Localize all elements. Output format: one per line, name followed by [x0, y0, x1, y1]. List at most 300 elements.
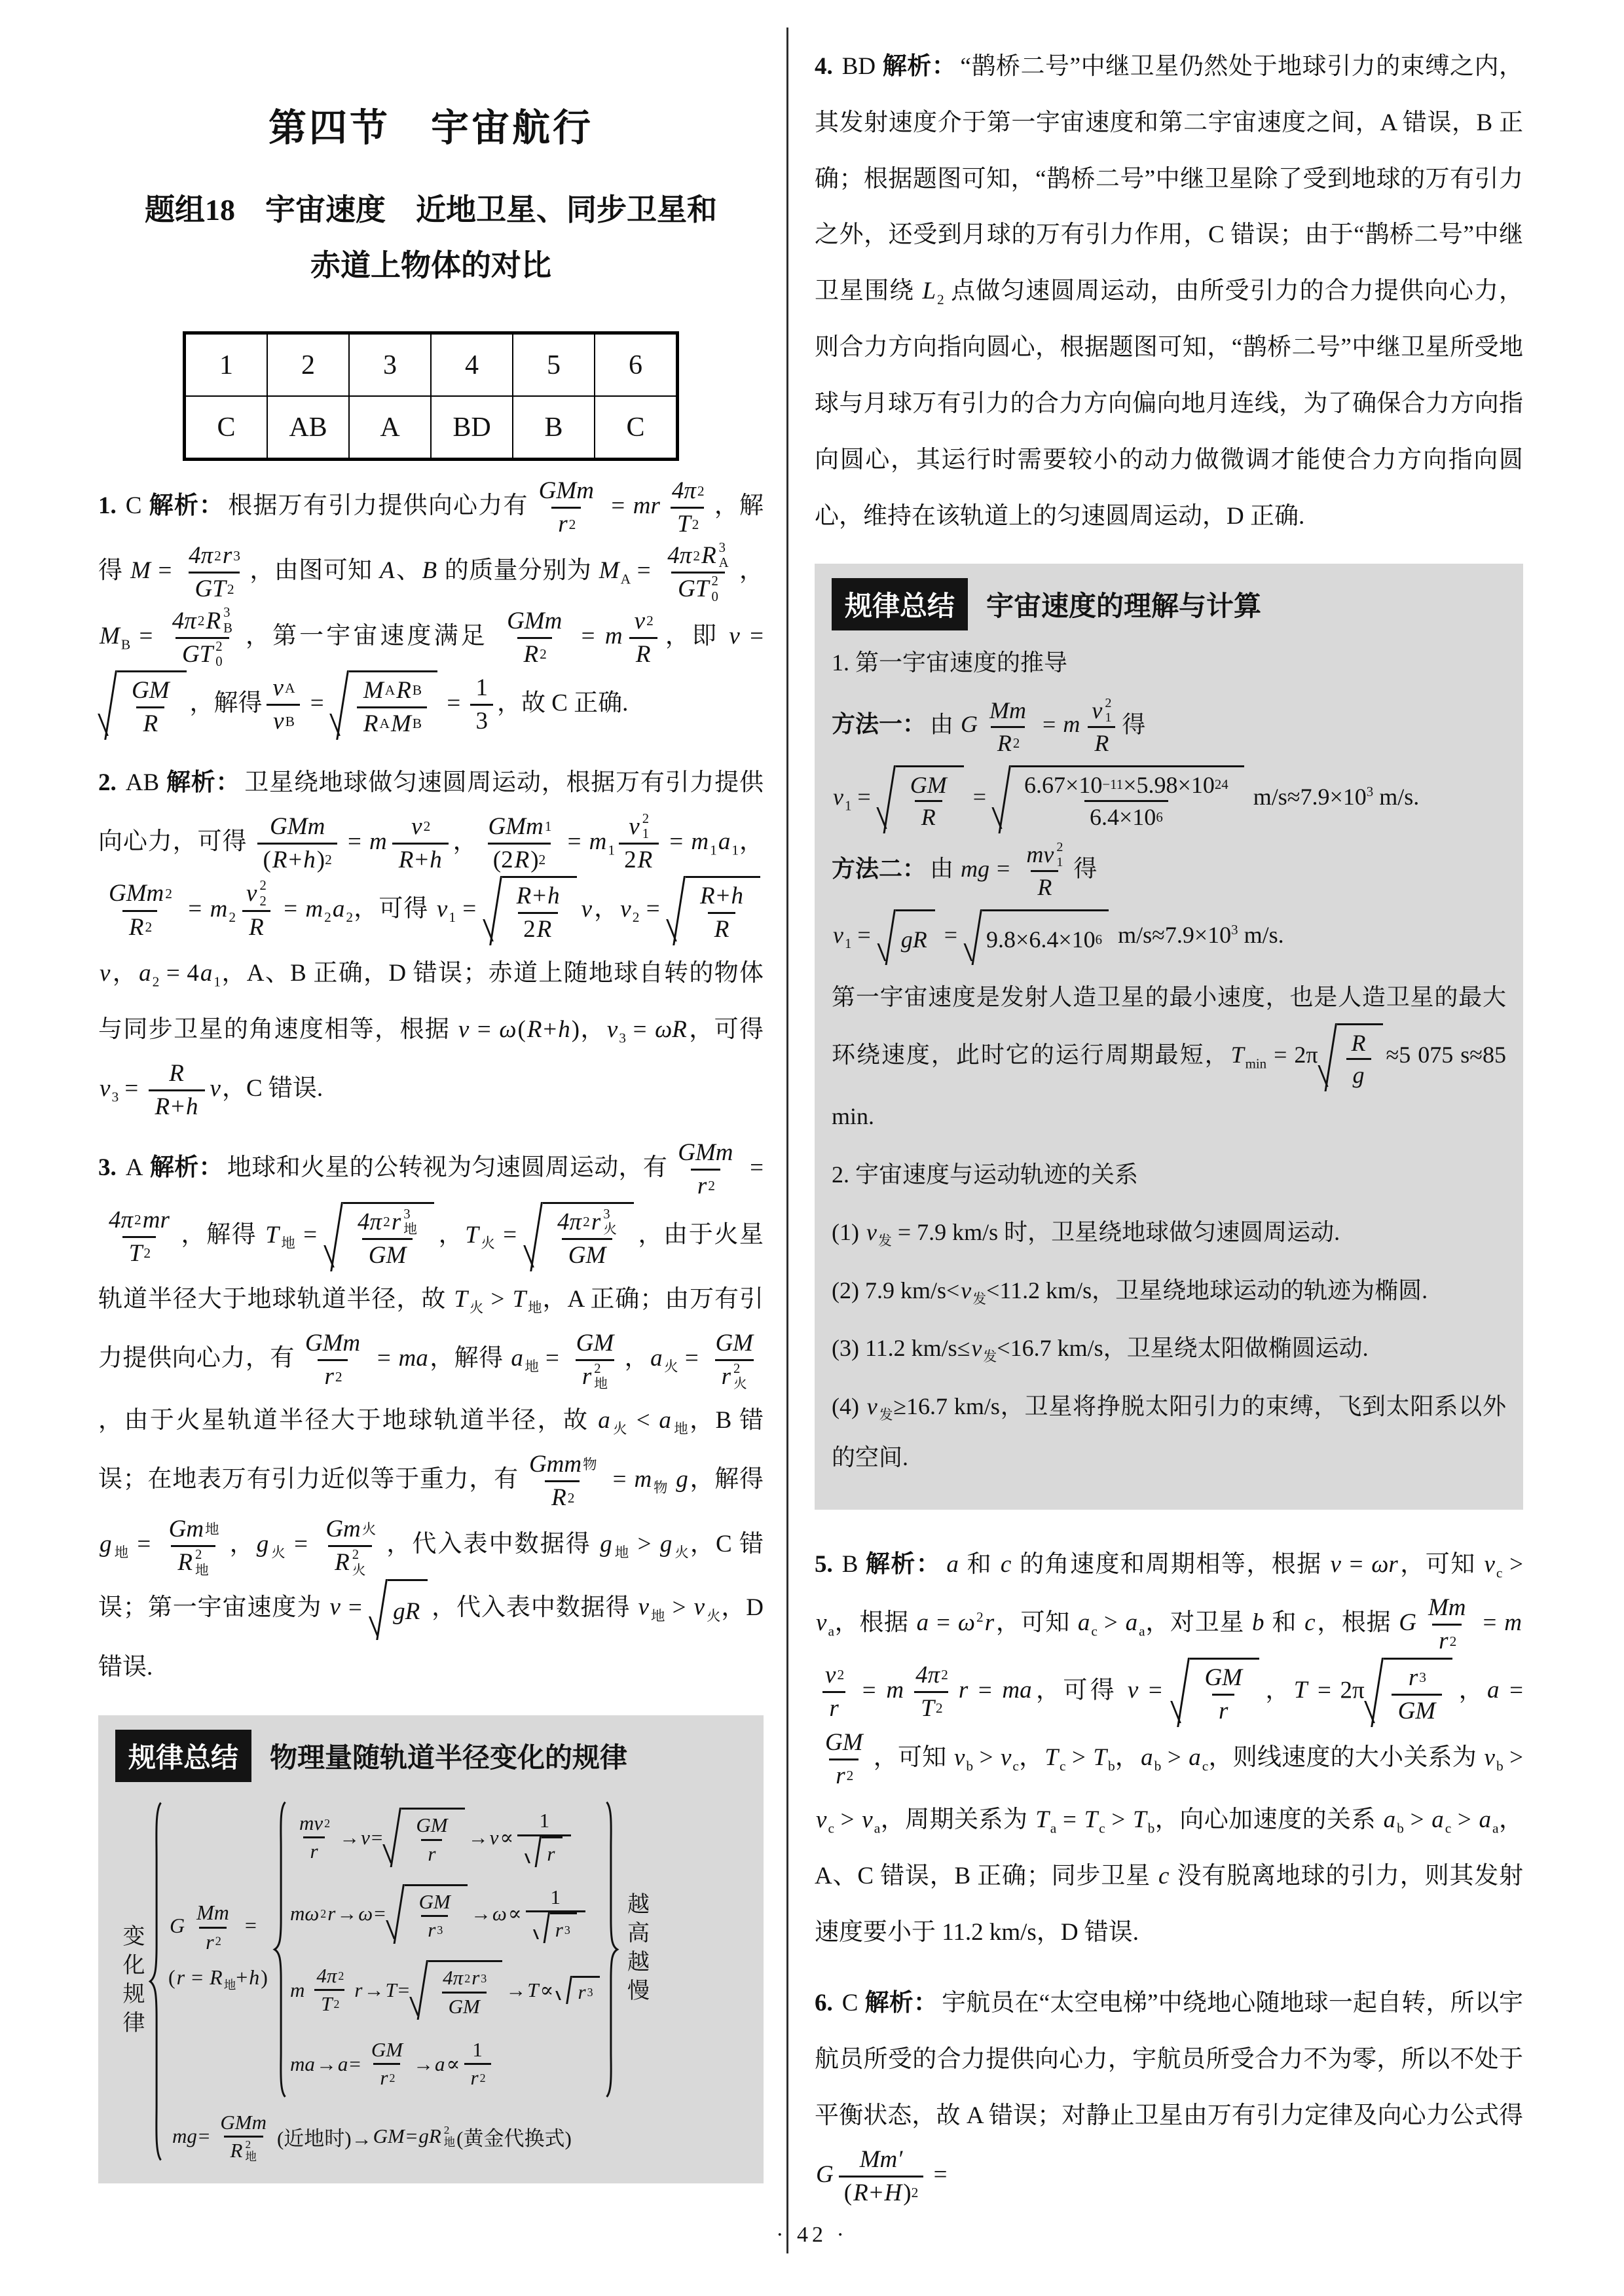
denominator: [576, 1359, 614, 1393]
subscript: 3: [111, 1089, 119, 1105]
math-variable: mr: [633, 492, 660, 520]
denominator: [1031, 870, 1058, 903]
math-variable: a: [1141, 1743, 1153, 1771]
denominator: [526, 1910, 585, 1943]
math-variable: GM: [418, 1889, 451, 1913]
math-variable: a: [1431, 1806, 1444, 1833]
math-variable: G: [816, 2160, 834, 2188]
denominator: [1088, 726, 1115, 759]
denominator: [518, 912, 558, 945]
math-text: 、: [396, 557, 421, 585]
subscript: 地: [524, 1358, 540, 1375]
superscript: 6: [1095, 931, 1103, 947]
numerator: [1402, 1662, 1431, 1694]
math-text: ，: [228, 1531, 255, 1558]
math-variable: M: [390, 710, 411, 737]
superscript: 2: [389, 2071, 396, 2085]
min-period-note: [832, 972, 1506, 1142]
subscript: a: [1139, 1623, 1145, 1639]
subscript: B: [223, 621, 232, 636]
math-variable: GM: [1204, 1664, 1242, 1691]
math-text: “鹊桥二号”中继卫星仍然处于地球引力的束缚之内，其发射速度介于第一宇宙速度和第二宇宙速度之间，A 错误，B 正确；根据题图可知，“鹊桥二号”中继卫星除了受到地球的万有引力之外，还受到月球的万有引力作用，C 错误；由于“鹊桥二号”中继卫星围绕: [815, 53, 1524, 305]
numerator: [405, 811, 435, 843]
subscript: 地: [527, 1300, 543, 1316]
summary-box-cosmic-velocity: [815, 564, 1523, 1509]
math-text: ，可得: [688, 1015, 764, 1043]
numerator: [213, 2109, 273, 2136]
subscript: c: [1099, 1820, 1105, 1836]
math-text: ，: [739, 828, 764, 855]
denominator: [224, 2136, 263, 2164]
math-text: =: [853, 1677, 885, 1704]
answer-table-answer-row: [185, 396, 678, 460]
math-variable: Mm: [196, 1901, 229, 1925]
math-text: 的角速度和周期相等，根据: [1012, 1550, 1329, 1578]
derivation-heading: [832, 637, 1506, 688]
question-number: 2.: [98, 769, 117, 796]
fraction: [819, 1660, 849, 1724]
numerator: [413, 1889, 457, 1915]
math-variable: GM: [371, 2038, 403, 2062]
superscript: 2: [338, 1969, 344, 1983]
math-text: ，由于火星轨道半径大于地球轨道半径，故: [98, 1407, 597, 1434]
fraction: [240, 878, 273, 943]
superscript: 3: [481, 1971, 487, 1985]
radicand: [388, 1579, 428, 1640]
method-two-result: [832, 909, 1506, 965]
numerator: [267, 672, 301, 704]
math-variable: a: [659, 1407, 671, 1434]
math-text: +: [532, 882, 547, 909]
superscript: −11: [1102, 776, 1124, 793]
formula-row-acceleration: [289, 2037, 603, 2092]
math-variable: 4π: [316, 1963, 337, 1987]
math-text: ): [903, 2179, 912, 2206]
subscript: 2: [324, 909, 331, 925]
subscript: 火: [479, 1235, 496, 1252]
denominator: [442, 1992, 487, 2020]
subscript: 物: [653, 1480, 669, 1496]
radicand: [896, 765, 964, 833]
superscript: 2: [1449, 1633, 1457, 1649]
square-root: [880, 909, 935, 965]
math-variable: v: [246, 880, 257, 907]
solution-4: [815, 38, 1523, 544]
denominator: [691, 1169, 720, 1202]
math-text: =: [927, 2160, 948, 2188]
math-text: ，由图可知: [249, 557, 379, 585]
superscript: 2: [423, 818, 431, 835]
fraction: [257, 811, 337, 876]
math-variable: r: [558, 511, 568, 538]
solution-1: [98, 475, 764, 740]
math-variable: v: [273, 708, 284, 735]
math-text: ，: [111, 960, 138, 987]
denominator: [1212, 1694, 1234, 1727]
superscript: 3: [1231, 921, 1238, 938]
fraction: [319, 1514, 381, 1578]
math-variable: v: [729, 622, 740, 649]
math-variable: GMm: [304, 1330, 361, 1357]
math-variable: a: [1077, 1609, 1090, 1637]
trajectory-case-3: [832, 1322, 1506, 1374]
numerator: [665, 475, 710, 507]
math-text: =: [1037, 711, 1062, 738]
gravity-equation-stack: [164, 1899, 272, 1999]
superscript: 2: [583, 1214, 590, 1230]
radicand: [572, 1976, 599, 2004]
fraction: [166, 606, 239, 670]
subscript: 2: [632, 909, 640, 925]
method-one-line: [832, 695, 1506, 759]
superscript: 2: [733, 1362, 741, 1377]
math-variable: Mm: [989, 697, 1027, 723]
math-variable: m: [691, 828, 709, 855]
math-variable: a: [916, 1609, 929, 1637]
math-variable: T: [677, 511, 691, 538]
radicand: [1190, 1658, 1259, 1727]
math-text: =: [604, 492, 632, 520]
math-variable: Gmm: [528, 1451, 582, 1478]
math-text: =: [1139, 1677, 1172, 1704]
fraction: [125, 675, 176, 740]
subscript: a: [1492, 1820, 1499, 1836]
math-text: >: [1503, 1743, 1524, 1771]
math-text: >: [973, 1743, 999, 1771]
math-text: =: [276, 895, 304, 922]
subscript: a: [874, 1820, 881, 1836]
math-variable: GMm: [488, 812, 544, 840]
math-variable: R: [921, 804, 936, 831]
math-variable: r: [222, 542, 232, 570]
math-text: →: [470, 1902, 491, 1925]
topic-heading-line1: 题组18 宇宙速度 近地卫星、同步卫星和: [145, 193, 717, 227]
fraction: [293, 1810, 335, 1865]
math-variable: v: [329, 1594, 341, 1621]
fraction: [310, 1963, 349, 2018]
math-variable: h: [430, 846, 442, 873]
math-variable: v: [489, 1825, 499, 1849]
superscript: 2: [538, 852, 546, 868]
math-text: ，: [624, 1345, 650, 1372]
subscript: b: [1496, 1758, 1504, 1774]
math-variable: T: [265, 1221, 279, 1248]
math-text: ，: [739, 557, 764, 585]
math-variable: B: [422, 557, 437, 585]
math-variable: R: [1094, 729, 1109, 756]
math-variable: H: [884, 2179, 902, 2206]
math-text: >: [1105, 1806, 1132, 1833]
math-text: ≥16.7 km/s，卫星将挣脱太阳引力的束缚，飞到太阳系以外的空间.: [832, 1393, 1506, 1471]
math-variable: GMm: [678, 1139, 733, 1166]
math-text: =: [397, 1978, 410, 2001]
numerator: [545, 1884, 566, 1910]
analysis-label: 方法二：: [832, 854, 927, 882]
fraction: [526, 1884, 585, 1944]
math-text: 9.8×6.4×10: [986, 926, 1096, 953]
square-root: [327, 1202, 434, 1271]
math-text: ，: [1262, 1677, 1293, 1704]
superscript: 2: [479, 2071, 486, 2085]
radicand: [428, 1960, 502, 2020]
summary-title: 物理量随轨道半径变化的规律: [270, 1742, 628, 1774]
superscript: 2: [227, 581, 234, 597]
radicand: [405, 1884, 468, 1944]
answer-letter: A: [125, 1154, 143, 1182]
sub-sup-stack: [593, 1362, 609, 1392]
subscript: 2: [152, 974, 160, 990]
math-text: ，A 正确；由万有引力提供向心力，有: [98, 1286, 764, 1372]
math-variable: ωR: [655, 1015, 687, 1043]
superscript: 2: [259, 879, 267, 894]
math-text: ，根据: [834, 1609, 915, 1637]
math-text: =: [1500, 1677, 1524, 1704]
radical-icon: [527, 1202, 543, 1271]
math-variable: v: [638, 1594, 650, 1621]
math-text: ∝: [446, 2052, 460, 2075]
math-text: ，则线速度的大小关系为: [1208, 1743, 1483, 1771]
numerator: [125, 675, 176, 706]
subscript: 地: [113, 1544, 130, 1561]
page-title: 第四节 宇宙航行: [268, 107, 593, 149]
math-text: (: [168, 1965, 175, 1990]
math-variable: T: [921, 1695, 934, 1722]
math-variable: a: [332, 895, 345, 922]
fraction: [819, 1727, 870, 1792]
diagram-right-caption: 越高越慢: [623, 1891, 648, 2007]
table-cell: C: [185, 396, 268, 460]
math-text: (3) 11.2 km/s≤: [832, 1335, 970, 1362]
denominator: [562, 1238, 613, 1271]
square-root: [101, 670, 187, 740]
superscript: 2: [1105, 695, 1112, 710]
math-variable: GM: [568, 1242, 606, 1269]
numerator: [365, 2037, 409, 2063]
denominator: [488, 843, 551, 876]
topic-heading-line2: 赤道上物体的对比: [310, 249, 551, 283]
fraction: [299, 1328, 367, 1393]
math-variable: R: [177, 1549, 193, 1576]
numerator: [409, 1812, 454, 1838]
math-variable: v: [825, 1662, 836, 1689]
fraction: [182, 540, 246, 605]
superscript: 2: [1056, 839, 1063, 854]
radical-icon: [413, 1960, 428, 2020]
math-text: 第一宇宙速度是发射人造卫星的最小速度，也是人造卫星的最大环绕速度，此时它的运行周期最短，: [832, 984, 1506, 1068]
denominator: [373, 2063, 400, 2091]
subscript: 物: [583, 1456, 597, 1472]
math-text: 2. 宇宙速度与运动轨迹的关系: [832, 1161, 1139, 1188]
analysis-label: 解析：: [864, 1989, 938, 2016]
subscript: 0: [711, 589, 718, 604]
gravity-equation-top: [168, 1899, 268, 1956]
superscript: 2: [352, 1548, 360, 1563]
math-variable: ωr: [1371, 1550, 1398, 1578]
math-text: ，B 错误；在地表万有引力近似等于重力，有: [98, 1407, 764, 1493]
square-root: [386, 1808, 464, 1867]
math-variable: gR: [418, 2124, 441, 2148]
math-text: ，可得: [1033, 1677, 1126, 1704]
analysis-label: 解析：: [166, 768, 241, 795]
subscript: 地: [280, 1235, 297, 1252]
method-one-result: [832, 765, 1506, 833]
math-variable: T: [454, 1286, 468, 1313]
math-text: >: [1403, 1806, 1431, 1833]
subscript: c: [1496, 1564, 1503, 1580]
math-text: )，: [571, 1015, 606, 1043]
denominator: [392, 843, 449, 876]
math-text: =: [561, 828, 588, 855]
fraction: [102, 878, 177, 943]
math-text: 1. 第一宇宙速度的推导: [832, 649, 1068, 676]
math-variable: GM: [448, 1994, 480, 2018]
math-text: +: [171, 1093, 185, 1120]
math-text: =: [930, 1609, 957, 1637]
numerator: [1345, 1028, 1373, 1059]
math-text: (: [263, 846, 271, 873]
math-variable: GM: [910, 771, 947, 798]
math-variable: gR: [393, 1597, 420, 1625]
subscript: 火: [663, 1358, 679, 1375]
fraction: [500, 606, 568, 670]
square-root: [534, 1912, 577, 1943]
math-variable: mr: [142, 1206, 170, 1233]
solution-5: [815, 1536, 1523, 1961]
superscript: 2: [642, 811, 650, 826]
numerator: [909, 1660, 953, 1691]
diagram-main-row: [164, 1799, 652, 2100]
denominator: [517, 1834, 571, 1867]
superscript: 3: [718, 541, 726, 556]
math-variable: T: [1293, 1677, 1308, 1704]
math-text: ，第一宇宙速度满足: [242, 622, 497, 649]
math-text: >: [630, 1531, 659, 1558]
fraction: [570, 1328, 621, 1393]
math-text: =: [626, 1015, 654, 1043]
square-root: [967, 909, 1109, 965]
superscript: 2: [333, 1997, 340, 2011]
math-text: m/s≈7.9×10: [1112, 921, 1232, 948]
math-variable: v: [629, 812, 640, 840]
subscript: 火: [706, 1607, 722, 1624]
question-number: 5.: [815, 1550, 833, 1578]
superscript: 2: [197, 612, 205, 629]
radical-icon: [880, 909, 896, 965]
fraction: [839, 2144, 924, 2209]
math-variable: v: [1484, 1743, 1495, 1771]
math-text: ，向心加速度的关系: [1154, 1806, 1382, 1833]
table-cell: 1: [185, 333, 268, 397]
fraction: [409, 1812, 454, 1867]
math-variable: v: [961, 1277, 972, 1303]
math-variable: GM: [132, 676, 170, 704]
math-text: ，解得: [179, 1221, 265, 1248]
math-text: +: [716, 882, 730, 909]
analysis-label: 方法一：: [832, 710, 927, 738]
subscript: 0: [215, 654, 223, 669]
math-variable: a: [718, 828, 731, 855]
square-root: [413, 1960, 502, 2020]
math-variable: a: [1487, 1677, 1500, 1704]
subscript: 1: [544, 818, 552, 835]
math-variable: r: [829, 1695, 839, 1722]
superscript: 2: [837, 1667, 845, 1683]
math-variable: ω: [499, 1015, 517, 1043]
math-text: ，: [437, 1221, 464, 1248]
math-variable: Mm′: [859, 2145, 903, 2173]
math-text: = 4: [159, 960, 199, 987]
math-variable: m: [289, 1978, 305, 2001]
fraction: [267, 672, 301, 737]
math-text: ，: [452, 828, 478, 855]
math-variable: v: [634, 607, 646, 634]
subscript: A: [379, 716, 390, 732]
sub-sup-stack: [222, 606, 234, 636]
math-variable: g: [676, 1466, 688, 1493]
numerator: [1085, 695, 1118, 726]
subscript: 2: [259, 894, 267, 909]
subscript: 发: [972, 1290, 987, 1307]
superscript: 2: [443, 2123, 450, 2136]
math-text: ，解得: [689, 1466, 764, 1493]
summary-label: 规律总结: [115, 1730, 251, 1782]
radicand: [1011, 765, 1244, 833]
math-variable: m: [369, 828, 387, 855]
math-text: ，故 C 正确.: [496, 689, 629, 717]
math-variable: GMm: [270, 812, 325, 840]
superscript: 24: [1214, 776, 1228, 793]
math-text: =: [1476, 1609, 1504, 1637]
superscript: 2: [215, 639, 223, 654]
math-text: =: [743, 1154, 764, 1182]
numerator: [661, 540, 735, 572]
diagram-body: [164, 1799, 652, 2164]
superscript: 2: [941, 1667, 948, 1683]
math-text: =: [631, 557, 657, 585]
math-text: ，D 错误.: [98, 1594, 764, 1681]
math-text: >: [834, 1806, 861, 1833]
math-text: >: [665, 1594, 693, 1621]
superscript: 2: [846, 1768, 854, 1784]
denominator: [517, 637, 552, 670]
superscript: 3: [403, 1207, 411, 1222]
math-text: 1: [472, 2038, 483, 2062]
numerator: [1198, 1662, 1249, 1694]
math-variable: Gm: [168, 1516, 204, 1543]
math-text: =: [181, 895, 209, 922]
method-two-line: [832, 839, 1506, 903]
math-variable: T: [1044, 1743, 1058, 1771]
formula-row-velocity: [289, 1808, 603, 1867]
subscript: 发: [878, 1406, 894, 1423]
subscript: 火: [352, 1563, 366, 1578]
subscript: 1: [1105, 710, 1112, 725]
answer-table: [183, 331, 679, 461]
square-root: [526, 1836, 563, 1867]
math-text: 和: [1265, 1609, 1304, 1637]
math-variable: M: [100, 622, 120, 649]
formula-row-omega: [289, 1884, 603, 1944]
answer-letter: C: [841, 1990, 858, 2017]
subscript: 地: [195, 1563, 209, 1578]
math-variable: h: [186, 1093, 198, 1120]
radical-icon: [995, 765, 1011, 833]
math-variable: R: [536, 916, 552, 943]
math-variable: v: [971, 1335, 982, 1362]
subscript: b: [1107, 1758, 1115, 1774]
math-variable: a: [1189, 1743, 1201, 1771]
math-variable: ω: [957, 1609, 976, 1637]
